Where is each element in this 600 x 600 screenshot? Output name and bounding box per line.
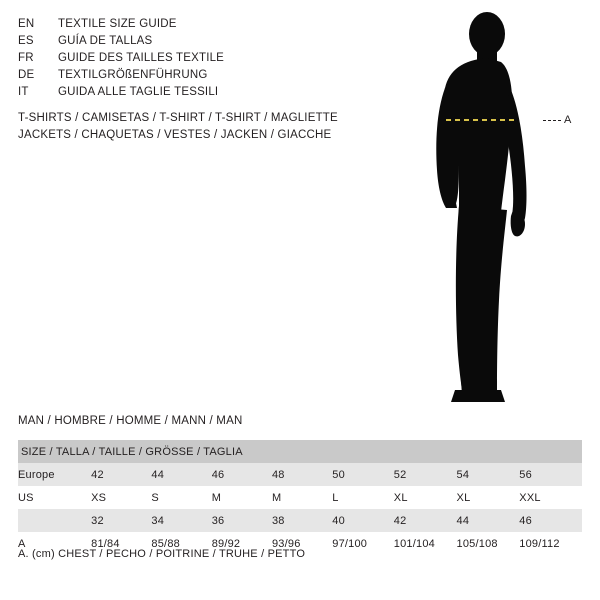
language-row [18, 16, 358, 33]
cell: 38 [271, 514, 285, 527]
male-silhouette-figure [415, 10, 590, 405]
language-row [18, 84, 358, 101]
size-table [18, 440, 582, 555]
cell: XS [91, 491, 107, 504]
cell: 97/100 [332, 537, 368, 550]
language-code: FR [18, 52, 34, 64]
row-label: Europe [18, 468, 55, 481]
cell: 56 [519, 468, 532, 481]
cell: 34 [151, 514, 165, 527]
cell: 46 [211, 468, 225, 481]
callout-label-a: A [564, 114, 572, 126]
cell: 50 [332, 468, 345, 481]
language-row [18, 50, 358, 67]
language-code: DE [18, 69, 35, 81]
cell: M [211, 491, 222, 504]
table-header-row [18, 440, 582, 463]
language-text: TEXTILGRÖßENFÜHRUNG [58, 69, 208, 81]
cell: 89/92 [211, 537, 241, 550]
language-row [18, 33, 358, 50]
table-row [18, 509, 582, 532]
language-code: ES [18, 35, 34, 47]
language-text: GUÍA DE TALLAS [58, 35, 153, 47]
cell: 46 [519, 514, 532, 527]
cell: 42 [91, 468, 104, 481]
language-text: TEXTILE SIZE GUIDE [58, 18, 177, 30]
cell: L [332, 491, 339, 504]
language-row [18, 67, 358, 84]
garment-line-jackets: JACKETS / CHAQUETAS / VESTES / JACKEN / GIACCHE [18, 129, 332, 141]
language-text: GUIDA ALLE TAGLIE TESSILI [58, 86, 219, 98]
cell: 44 [151, 468, 165, 481]
table-row [18, 486, 582, 509]
cell: S [151, 491, 159, 504]
language-code: IT [18, 86, 29, 98]
table-header-label: SIZE / TALLA / TAILLE / GRÖSSE / TAGLIA [21, 445, 243, 458]
cell: 42 [393, 514, 407, 527]
cell: M [271, 491, 282, 504]
table-title: MAN / HOMBRE / HOMME / MANN / MAN [18, 415, 243, 427]
language-list [18, 16, 358, 101]
cell: 93/96 [271, 537, 301, 550]
garment-type-list [18, 110, 418, 144]
cell: 44 [456, 514, 470, 527]
cell: 85/88 [151, 537, 180, 550]
cell: 105/108 [456, 537, 498, 550]
silhouette-svg [415, 10, 590, 405]
cell: XL [456, 491, 471, 504]
cell: XL [393, 491, 408, 504]
cell: XXL [519, 491, 541, 504]
cell: 81/84 [91, 537, 120, 550]
cell: 54 [456, 468, 470, 481]
row-label [18, 509, 91, 532]
cell: 32 [91, 514, 104, 527]
table-row [18, 463, 582, 486]
cell: 101/104 [393, 537, 435, 550]
cell: 40 [332, 514, 345, 527]
garment-line-tshirts: T-SHIRTS / CAMISETAS / T-SHIRT / T-SHIRT / MAGLIETTE [18, 112, 338, 124]
language-code: EN [18, 18, 35, 30]
cell: 52 [393, 468, 407, 481]
row-label: A [18, 537, 26, 550]
cell: 109/112 [519, 537, 560, 550]
table-footnote: A. (cm) CHEST / PECHO / POITRINE / TRUHE / PETTO [18, 548, 306, 560]
cell: 48 [271, 468, 285, 481]
cell: 36 [211, 514, 225, 527]
language-text: GUIDE DES TAILLES TEXTILE [58, 52, 225, 64]
callout-leader-line [543, 120, 561, 121]
row-label: US [18, 491, 34, 504]
